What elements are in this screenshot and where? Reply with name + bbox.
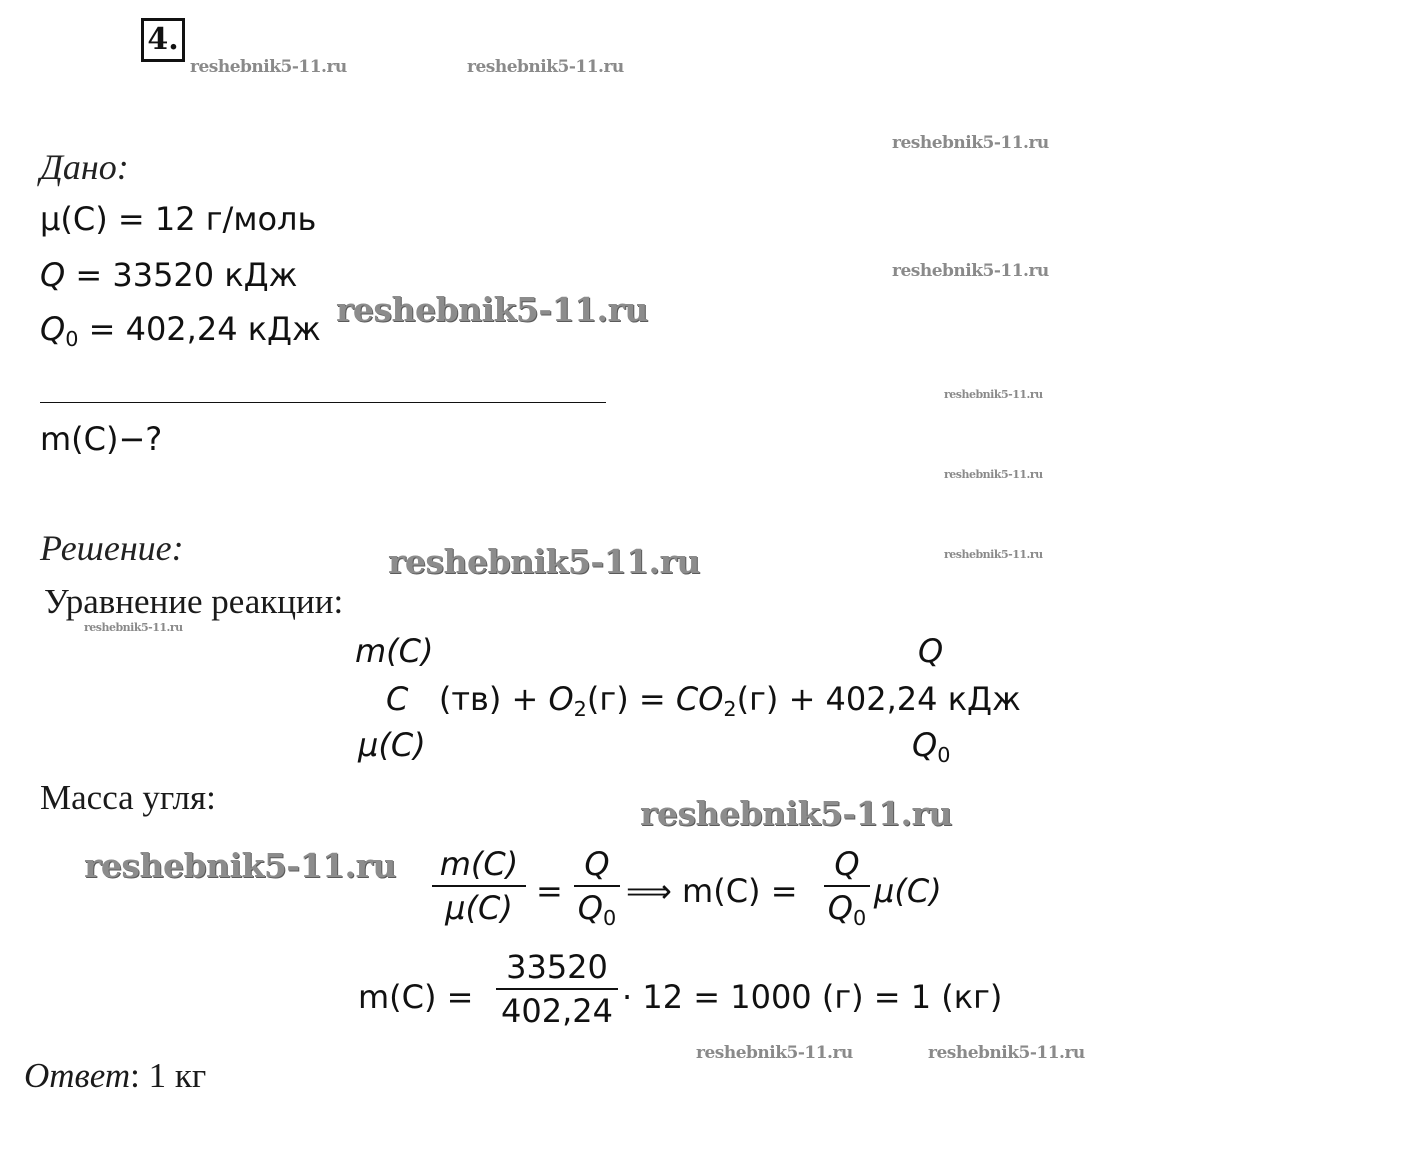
watermark: reshebnik5-11.ru: [928, 1043, 1085, 1063]
watermark: reshebnik5-11.ru: [336, 290, 648, 329]
watermark: reshebnik5-11.ru: [944, 468, 1043, 481]
answer: Ответ: 1 кг: [24, 1056, 207, 1095]
watermark: reshebnik5-11.ru: [84, 621, 183, 634]
fraction-q-over-q0-2: Q $Q_0$: [824, 845, 870, 927]
given-heading: Дано:: [40, 147, 129, 187]
watermark: reshebnik5-11.ru: [696, 1043, 853, 1063]
fraction-numeric: 33520 402,24: [496, 948, 618, 1030]
watermark: reshebnik5-11.ru: [84, 846, 396, 885]
watermark: reshebnik5-11.ru: [190, 57, 347, 77]
equation-label: Уравнение реакции:: [44, 582, 344, 621]
calc-result: · 12 = 1000 (г) = 1 (кг): [622, 978, 1003, 1016]
find-mass: m(C)−?: [40, 420, 163, 458]
watermark: reshebnik5-11.ru: [892, 133, 1049, 153]
solution-heading: Решение:: [40, 528, 184, 568]
watermark: reshebnik5-11.ru: [944, 548, 1043, 561]
watermark: reshebnik5-11.ru: [892, 261, 1049, 281]
calc-lhs: m(C) =: [358, 978, 474, 1016]
mass-label: Масса угля:: [40, 778, 216, 817]
reaction-top-left: m(C): [355, 632, 434, 670]
reaction-top-right: Q: [918, 632, 944, 670]
reaction-bottom-right: $Q_0$: [912, 726, 951, 768]
fraction-q-over-q0: Q $Q_0$: [574, 845, 620, 927]
watermark: reshebnik5-11.ru: [944, 388, 1043, 401]
divider-line: [40, 402, 606, 403]
fraction-mass-over-molar: m(C) μ(C): [432, 845, 526, 927]
reaction-equation: C $(тв) + O_2(г) = CO_2(г) + 402,24$ кДж: [386, 680, 1021, 722]
given-heat-reaction: $Q_0 = 402,24$ кДж: [40, 310, 321, 352]
molar-mass-factor: μ(C): [874, 872, 942, 910]
watermark: reshebnik5-11.ru: [467, 57, 624, 77]
given-molar-mass: μ(C) = 12 г/моль: [40, 200, 317, 238]
watermark: reshebnik5-11.ru: [640, 794, 952, 833]
equals-sign: =: [536, 872, 563, 910]
watermark: reshebnik5-11.ru: [388, 542, 700, 581]
implies-mass: ⟹ m(C) =: [626, 872, 798, 910]
reaction-bottom-left: μ(C): [358, 726, 426, 764]
given-heat-total: Q = 33520 кДж: [40, 256, 298, 294]
problem-number: 4.: [141, 18, 185, 62]
